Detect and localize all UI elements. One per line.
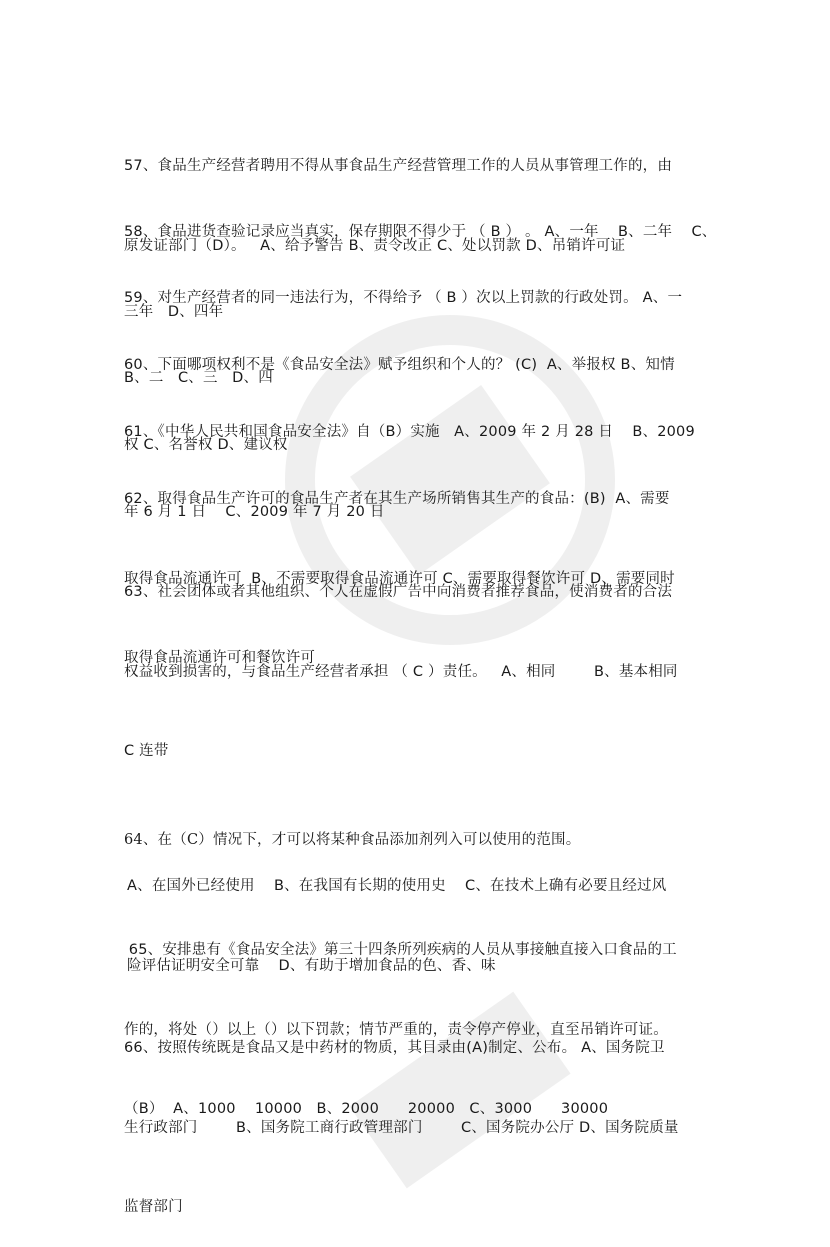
question-57: 57、食品生产经营者聘用不得从事食品生产经营管理工作的人员从事管理工作的，由 原发证部门（D）。 A、给予警告 B、责令改正 C、处以罚款 D、吊销许可证 <box>124 158 673 254</box>
question-58: 58、食品进货查验记录应当真实，保存期限不得少于 （ B ） 。 A、一年 B、二年 C、 三年 D、四年 <box>124 224 717 320</box>
question-60: 60、下面哪项权利不是《食品安全法》赋予组织和个人的？ (C) A、举报权 B、知情 权 C、名誉权 D、建议权 <box>124 357 675 453</box>
question-61: 61、《中华人民共和国食品安全法》自（B）实施 A、2009 年 2 月 28 日 B、2009 年 6 月 1 日 C、2009 年 7 月 20 日 <box>124 424 695 520</box>
question-66: 66、按照传统既是食品又是中药材的物质，其目录由(A)制定、公布。 A、国务院卫 生行政部门 B、国务院工商行政管理部门 C、国务院办公厅 D、国务院质量 监督部门 <box>124 1040 679 1215</box>
question-62: 62、取得食品生产许可的食品生产者在其生产场所销售其生产的食品：(B) A、需要 取得食品流通许可 B、不需要取得食品流通许可 C、需要取得餐饮许可 D、需要同时 取得食品流通许可和餐饮许可 <box>124 491 675 666</box>
question-65: 65、安排患有《食品安全法》第三十四条所列疾病的人员从事接触直接入口食品的工 作的，将处（）以上（）以下罚款；情节严重的，责令停产停业，直至吊销许可证。 （B） A、1000 10000 B、2000 20000 C、3000 30000 <box>124 942 677 1117</box>
question-64-options: A、在国外已经使用 B、在我国有长期的使用史 C、在技术上确有必要且经过风 险评估证明安全可靠 D、有助于增加食品的色、香、味 <box>127 878 667 974</box>
question-59: 59、对生产经营者的同一违法行为，不得给予 （ B ）次以上罚款的行政处罚。 A、一 B、二 C、三 D、四 <box>124 290 683 386</box>
question-64-stem: 64、在（C）情况下，才可以将某种食品添加剂列入可以使用的范围。 <box>124 832 581 848</box>
question-63: 63、社会团体或者其他组织、个人在虚假广告中向消费者推荐食品，使消费者的合法 权益收到损害的，与食品生产经营者承担 （ C ）责任。 A、相同 B、基本相同 C 连带 <box>124 584 678 759</box>
